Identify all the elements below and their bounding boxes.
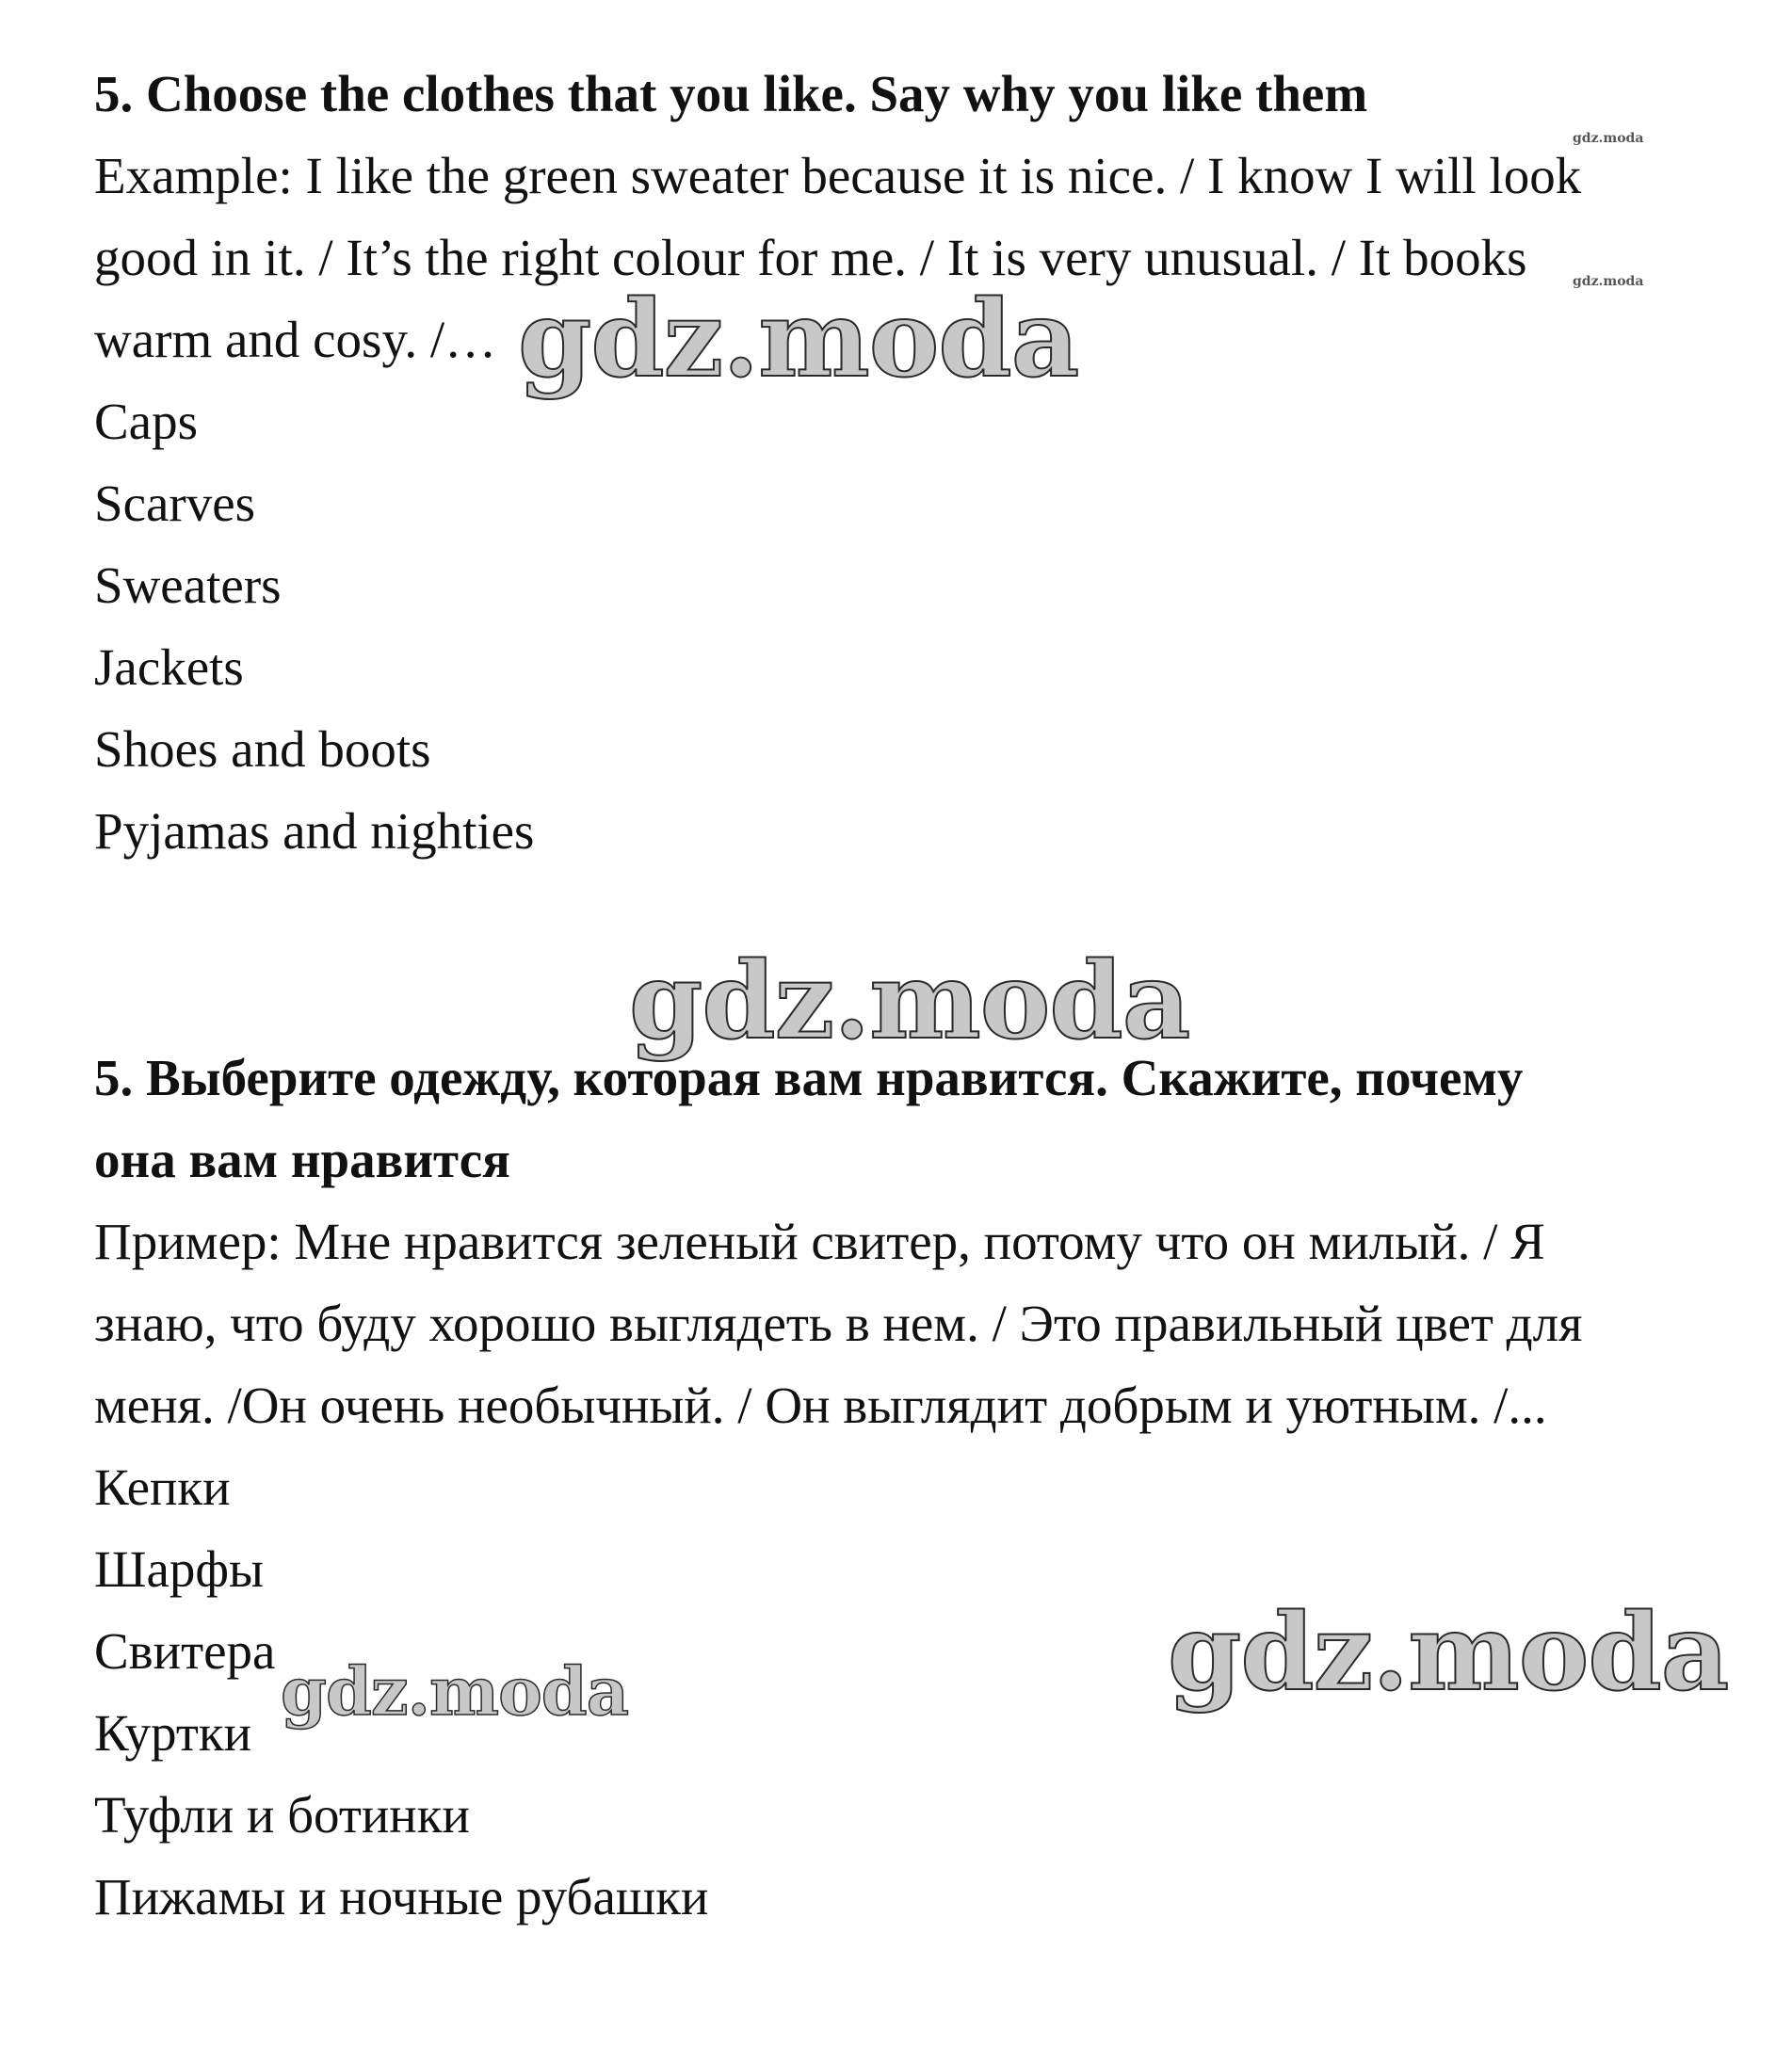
watermark-logo-small: gdz.moda bbox=[1573, 131, 1644, 146]
english-example-line-2: good in it. / It’s the right colour for me. / It is very unusual. / It books bbox=[94, 229, 1527, 286]
watermark-logo: gdz.moda bbox=[281, 1652, 629, 1731]
russian-example-line-2: знаю, что буду хорошо выглядеть в нем. / Это правильный цвет для bbox=[94, 1295, 1583, 1352]
english-item-shoes: Shoes and boots bbox=[94, 720, 431, 778]
document-body bbox=[94, 53, 1733, 1938]
watermark-logo-small: gdz.moda bbox=[1573, 274, 1644, 289]
english-item-scarves: Scarves bbox=[94, 475, 256, 532]
russian-item-sweaters: Свитера bbox=[94, 1622, 276, 1680]
english-item-pyjamas: Pyjamas and nighties bbox=[94, 802, 535, 860]
english-item-sweaters: Sweaters bbox=[94, 556, 282, 614]
english-item-caps: Caps bbox=[94, 393, 198, 450]
russian-example-line-1: Пример: Мне нравится зеленый свитер, потому что он милый. / Я bbox=[94, 1213, 1545, 1270]
watermark-logo: gdz.moda bbox=[629, 940, 1190, 1063]
english-item-jackets: Jackets bbox=[94, 638, 244, 696]
russian-item-pyjamas: Пижамы и ночные рубашки bbox=[94, 1868, 709, 1925]
russian-heading-line-1: 5. Выберите одежду, которая вам нравится. Скажите, почему bbox=[94, 1049, 1524, 1106]
russian-example-line-3: меня. /Он очень необычный. / Он выглядит добрым и уютным. /... bbox=[94, 1377, 1547, 1434]
english-example-line-3: warm and cosy. /… bbox=[94, 311, 497, 368]
russian-item-jackets: Куртки bbox=[94, 1704, 252, 1762]
russian-item-caps: Кепки bbox=[94, 1458, 231, 1516]
english-example-line-1: Example: I like the green sweater because it is nice. / I know I will look bbox=[94, 147, 1582, 204]
section-spacer bbox=[94, 872, 1733, 1037]
russian-item-scarves: Шарфы bbox=[94, 1540, 264, 1598]
russian-heading-line-2: она вам нравится bbox=[94, 1131, 510, 1188]
watermark-logo: gdz.moda bbox=[518, 278, 1079, 401]
russian-item-shoes: Туфли и ботинки bbox=[94, 1786, 470, 1844]
english-heading: 5. Choose the clothes that you like. Say why you like them bbox=[94, 65, 1368, 122]
watermark-logo: gdz.moda bbox=[1168, 1591, 1729, 1715]
